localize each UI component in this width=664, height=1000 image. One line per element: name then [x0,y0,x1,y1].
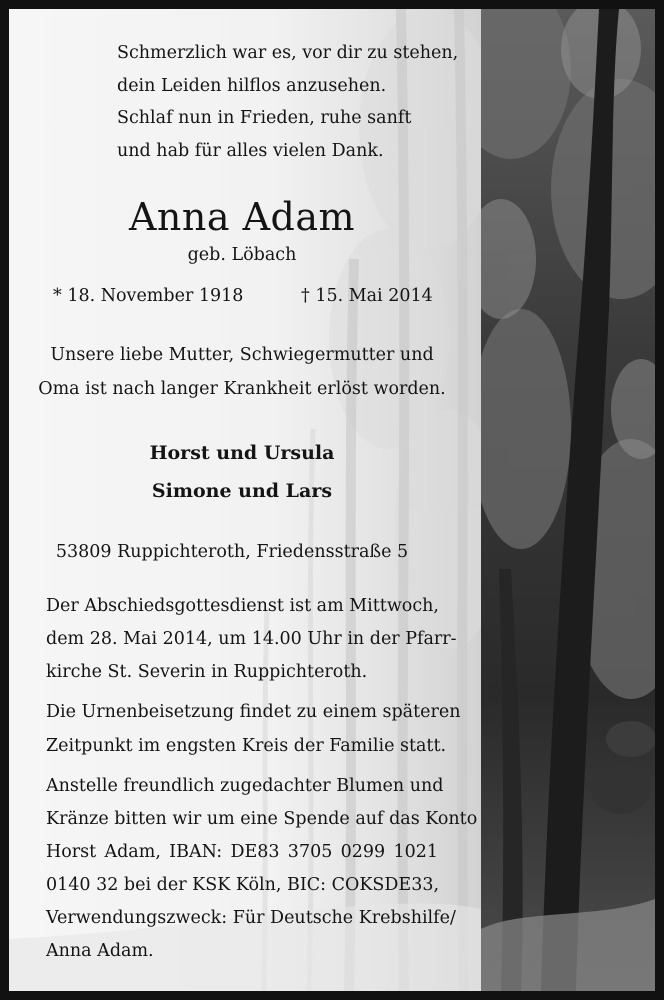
donation-line: Anna Adam. [46,941,154,961]
poem-line: dein Leiden hilflos anzusehen. [117,76,387,96]
notice-text [9,9,481,991]
service-line: dem 28. Mai 2014, um 14.00 Uhr in der Pfarr- [46,629,457,649]
family-line: Simone und Lars [151,480,333,502]
poem-line: Schlaf nun in Frieden, ruhe sanft [117,108,412,128]
tree-photo [481,9,655,991]
burial-line: Die Urnenbeisetzung findet zu einem späteren [46,702,461,722]
announcement-line: Unsere liebe Mutter, Schwiegermutter und [50,345,434,365]
poem-line: und hab für alles vielen Dank. [117,141,384,161]
poem-line: Schmerzlich war es, vor dir zu stehen, [117,43,459,63]
birth-date: * 18. November 1918 [53,286,244,306]
donation-line: Kränze bitten wir um eine Spende auf das Konto [46,809,478,829]
donation-line: Verwendungszweck: Für Deutsche Krebshilfe/ [46,908,456,928]
donation-line: Horst Adam, IBAN: DE83 3705 0299 1021 [46,842,438,862]
service-line: kirche St. Severin in Ruppichteroth. [46,662,368,682]
family-line: Horst und Ursula [149,442,335,464]
death-date: † 15. Mai 2014 [301,286,433,306]
address: 53809 Ruppichteroth, Friedensstraße 5 [55,542,409,562]
birth-name: geb. Löbach [187,245,297,265]
burial-line: Zeitpunkt im engsten Kreis der Familie statt. [46,736,447,756]
deceased-name: Anna Adam [128,195,356,239]
tree-graphic [481,9,655,991]
service-line: Der Abschiedsgottesdienst ist am Mittwoch, [46,596,439,616]
announcement-line: Oma ist nach langer Krankheit erlöst worden. [38,379,446,399]
donation-line: 0140 32 bei der KSK Köln, BIC: COKSDE33, [46,875,440,895]
donation-line: Anstelle freundlich zugedachter Blumen und [46,776,444,796]
